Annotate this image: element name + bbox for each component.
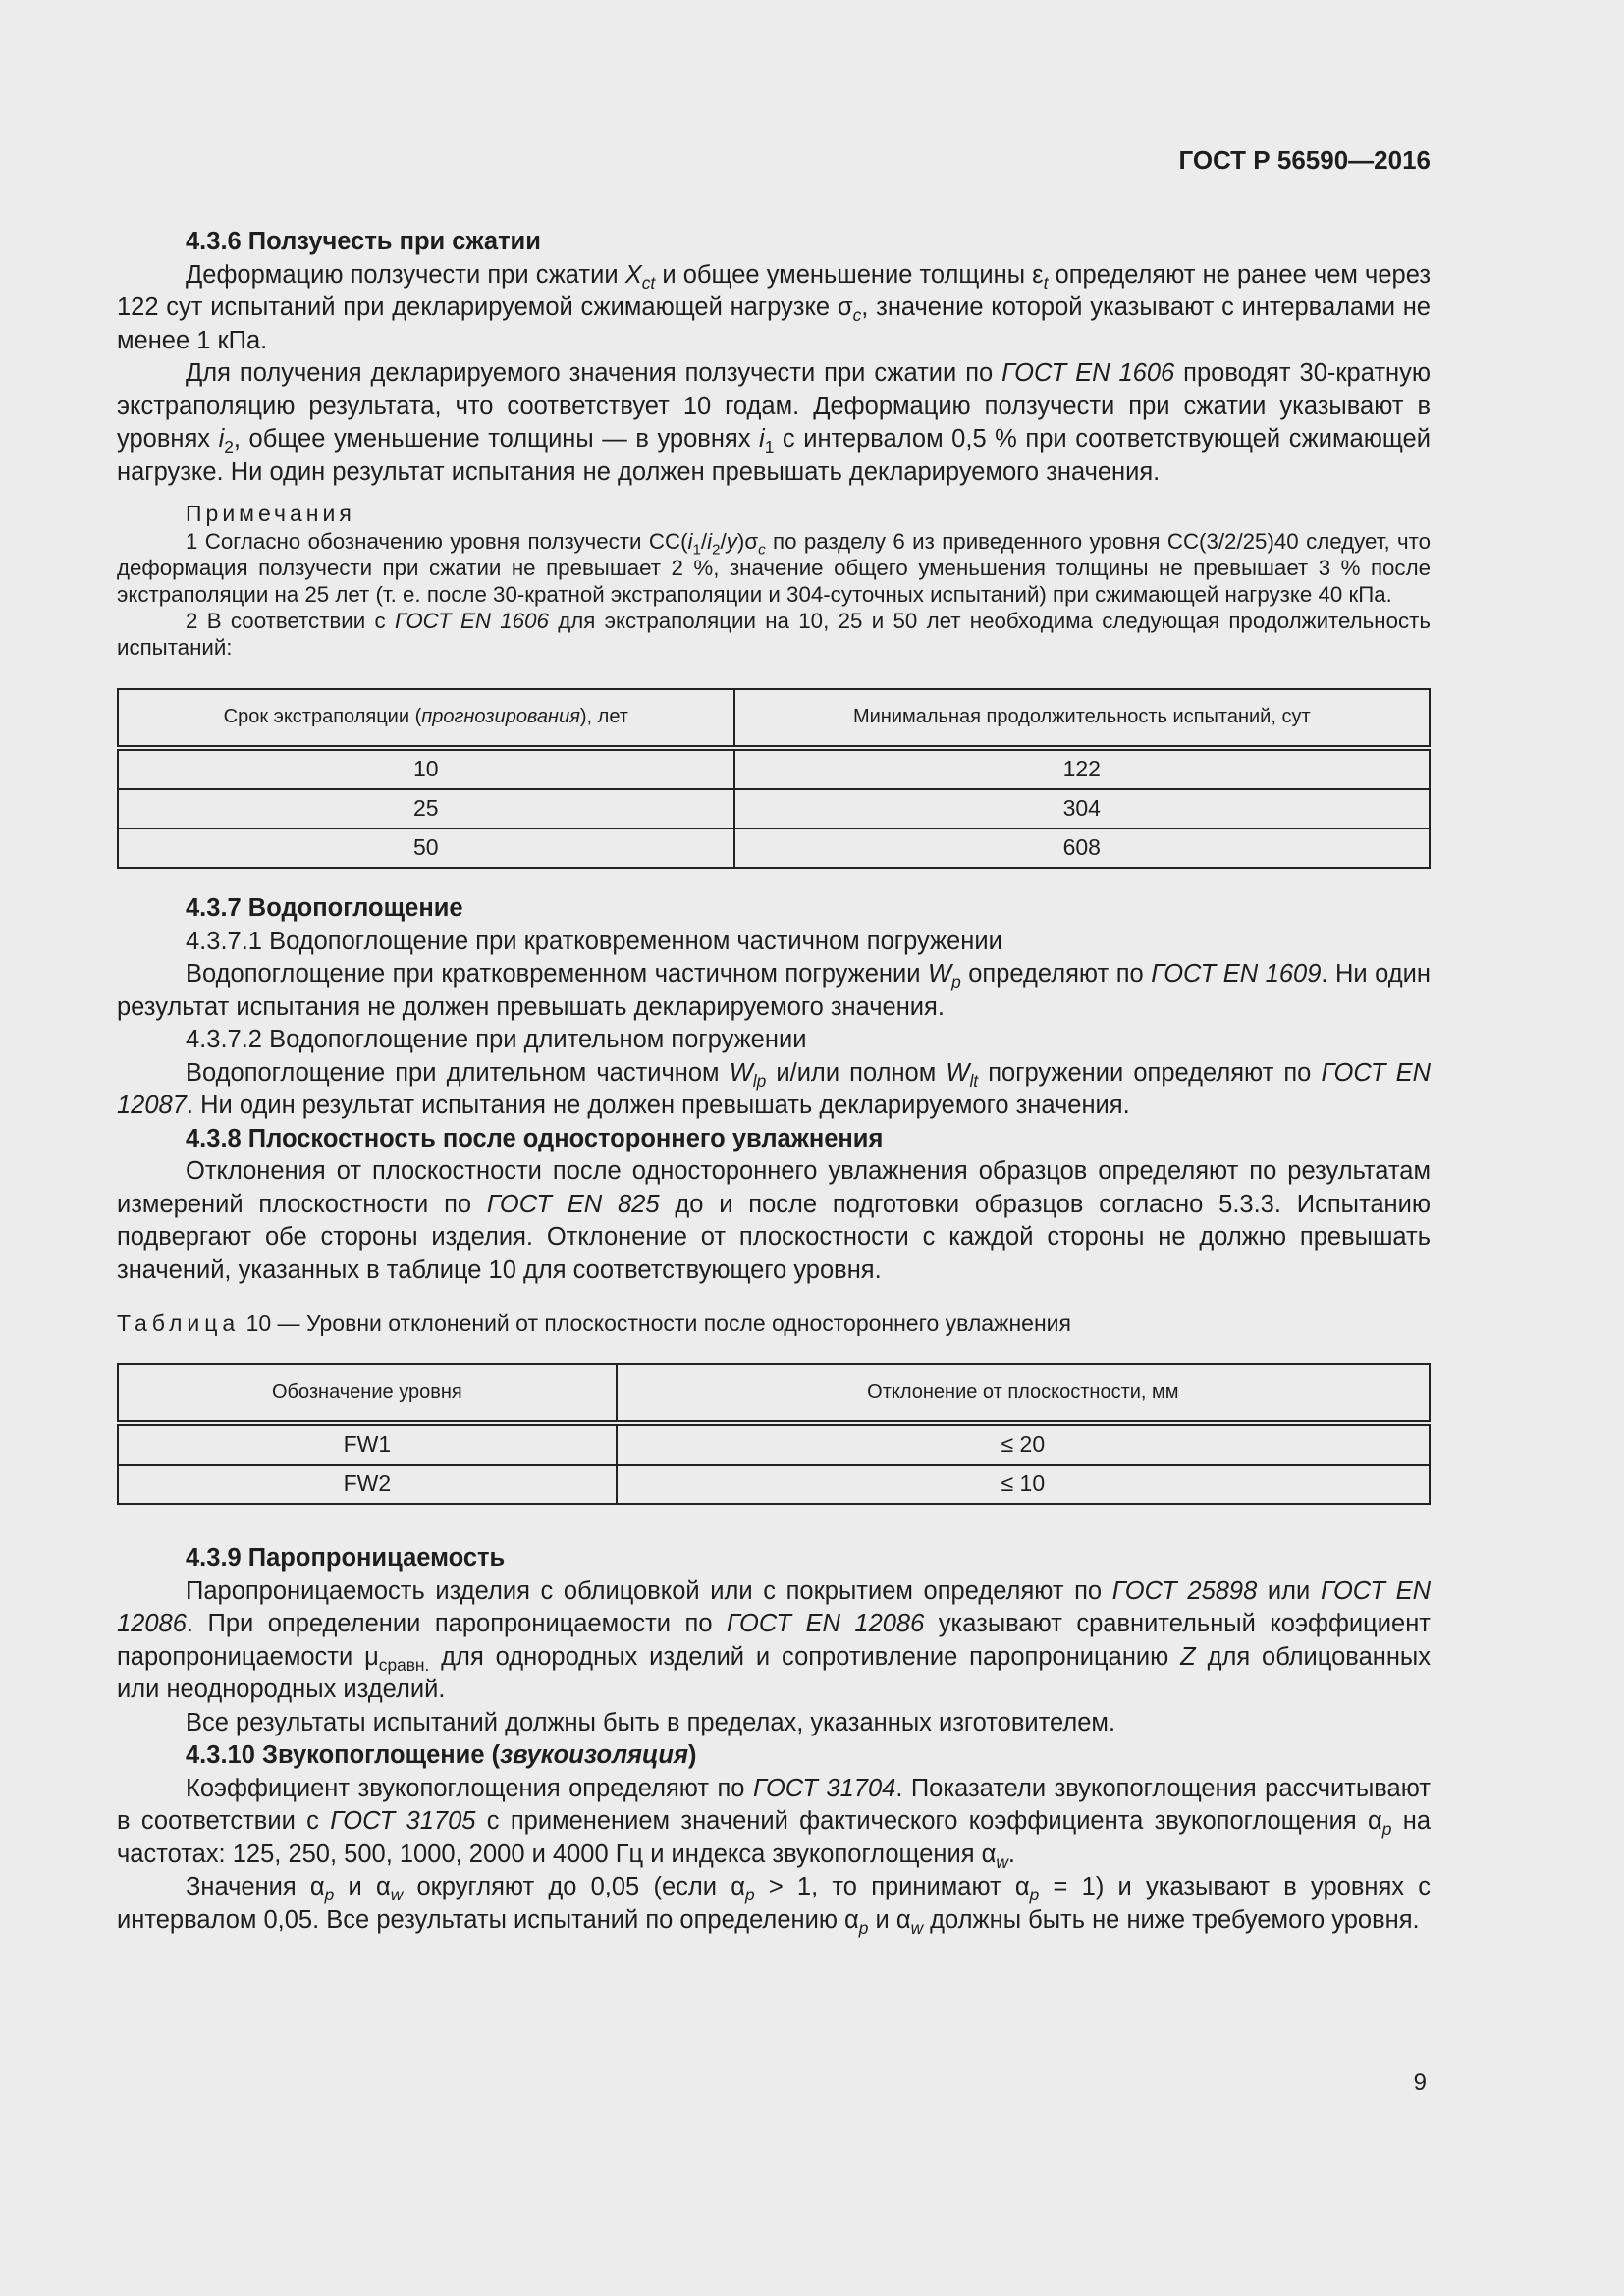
section-4-3-7-1-paragraph: Водопоглощение при кратковременном частичном погружении $W_p$ определяют по ГОСТ EN 1609. Ни один результат испытания не должен превышать декларируемого значения.	[117, 960, 1431, 1021]
section-4-3-9-paragraph-1: Паропроницаемость изделия с облицовкой или с покрытием определяют по ГОСТ 25898 или ГОСТ EN 12086. При определении паропроницаемости по ГОСТ EN 12086 указывают сравнительный коэффициент паропроницаемости $\mu_{сравн.}$ для однородных изделий и сопротивление паропроницанию Z для облицованных или неоднородных изделий.	[117, 1576, 1431, 1703]
section-4-3-9-paragraph-2: Все результаты испытаний должны быть в пределах, указанных изготовителем.	[186, 1708, 1116, 1736]
page-content	[117, 226, 1431, 1937]
table-row: 50 608	[118, 828, 1430, 868]
table-row: FW1 ≤ 20	[118, 1423, 1430, 1465]
subsection-4-3-7-1-title: 4.3.7.1 Водопоглощение при кратковременном частичном погружении	[186, 927, 1002, 955]
flatness-table	[117, 1363, 1431, 1505]
subsection-4-3-7-2-title: 4.3.7.2 Водопоглощение при длительном погружении	[186, 1026, 807, 1053]
table-header-cell: Отклонение от плоскостности, мм	[617, 1364, 1430, 1423]
table-row: 25 304	[118, 789, 1430, 828]
table-row: FW2 ≤ 10	[118, 1465, 1430, 1504]
section-4-3-10-paragraph-1: Коэффициент звукопоглощения определяют по ГОСТ 31704. Показатели звукопоглощения рассчитывают в соответствии с ГОСТ 31705 с применением значений фактического коэффициента звукопоглощения $\alpha_p$ на частотах: 125, 250, 500, 1000, 2000 и 4000 Гц и индекса звукопоглощения $\alpha_w$.	[117, 1774, 1431, 1872]
document-code: ГОСТ Р 56590—2016	[1178, 145, 1431, 175]
section-4-3-6-title: 4.3.6 Ползучесть при сжатии	[186, 228, 541, 255]
section-4-3-7-2-paragraph: Водопоглощение при длительном частичном $W_{lp}$ и/или полном $W_{lt}$ погружении определяют по ГОСТ EN 12087. Ни один результат испытания не должен превышать декларируемого значения.	[117, 1058, 1431, 1119]
section-4-3-8-title: 4.3.8 Плоскостность после одностороннего увлажнения	[186, 1124, 884, 1152]
notes-heading: Примечания	[186, 501, 355, 526]
note-2: 2 В соответствии с ГОСТ EN 1606 для экстраполяции на 10, 25 и 50 лет необходима следующая продолжительность испытаний:	[117, 609, 1431, 660]
table-header-cell: Минимальная продолжительность испытаний, сут	[734, 689, 1430, 748]
section-4-3-10-paragraph-2: Значения $\alpha_p$ и $\alpha_w$ округляют до 0,05 (если $\alpha_p > 1$, то принимают $\alpha_p = 1$) и указывают в уровнях с интервалом 0,05. Все результаты испытаний по определению $\alpha_p$ и $\alpha_w$ должны быть не ниже требуемого уровня.	[117, 1873, 1431, 1938]
table-header-cell: Обозначение уровня	[118, 1364, 617, 1423]
section-4-3-9-title: 4.3.9 Паропроницаемость	[186, 1544, 506, 1572]
extrapolation-table	[117, 688, 1431, 869]
section-4-3-6-paragraph-2: Для получения декларируемого значения ползучести при сжатии по ГОСТ EN 1606 проводят 30-кратную экстраполяцию результата, что соответствует 10 годам. Деформацию ползучести при сжатии указывают в уровнях $i_2$, общее уменьшение толщины — в уровнях $i_1$ с интервалом 0,5 % при соответствующей сжимающей нагрузке. Ни один результат испытания не должен превышать декларируемого значения.	[117, 359, 1432, 486]
section-4-3-7-title: 4.3.7 Водопоглощение	[186, 894, 463, 922]
table-10-caption: Таблица 10 — Уровни отклонений от плоскостности после одностороннего увлажнения	[117, 1310, 1071, 1336]
table-header-cell: Срок экстраполяции (прогнозирования), лет	[118, 689, 734, 748]
section-4-3-6-paragraph-1: Деформацию ползучести при сжатии $X_{ct}$ и общее уменьшение толщины $\varepsilon_t$ определяют не ранее чем через 122 сут испытаний при декларируемой сжимающей нагрузке $\sigma_c$, значение которой указывают с интервалами не менее 1 кПа.	[117, 260, 1432, 354]
note-1: 1 Согласно обозначению уровня ползучести $CC(i_1/i_2/y)\sigma_c$ по разделу 6 из приведенного уровня CC(3/2/25)40 следует, что деформация ползучести при сжатии не превышает 2 %, значение общего уменьшения толщины не превышает 3 % после экстраполяции на 25 лет (т. е. после 30-кратной экстраполяции и 304-суточных испытаний) при сжимающей нагрузке 40 кПа.	[117, 529, 1431, 607]
section-4-3-10-title: 4.3.10 Звукопоглощение (звукоизоляция)	[186, 1741, 697, 1769]
table-row: 10 122	[118, 748, 1430, 789]
section-4-3-8-paragraph: Отклонения от плоскостности после одностороннего увлажнения образцов определяют по результатам измерений плоскостности по ГОСТ EN 825 до и после подготовки образцов согласно 5.3.3. Испытанию подвергают обе стороны изделия. Отклонение от плоскостности с каждой стороны не должно превышать значений, указанных в таблице 10 для соответствующего уровня.	[117, 1157, 1431, 1284]
page-number: 9	[1413, 2069, 1427, 2096]
